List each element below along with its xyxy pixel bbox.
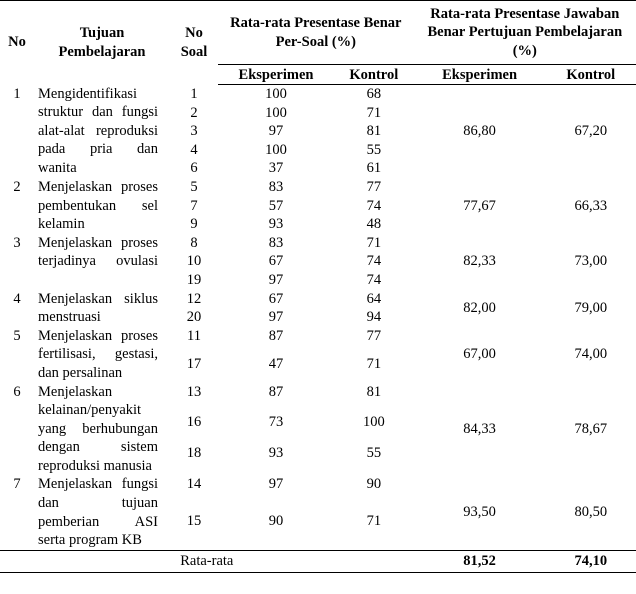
question-number: 1 xyxy=(190,85,198,102)
goal-line: Menjelaskan fungsi xyxy=(38,476,158,493)
kontrol-value: 55 xyxy=(366,141,382,158)
table-row xyxy=(0,383,636,414)
goal-description xyxy=(34,234,170,290)
question-number: 16 xyxy=(186,414,202,431)
question-number: 12 xyxy=(186,290,202,307)
kontrol-value: 71 xyxy=(366,234,382,251)
footer-avg-kontrol: 74,10 xyxy=(546,550,636,572)
goal-line: Mengidentifikasi xyxy=(38,85,138,102)
table-row xyxy=(0,85,636,104)
kontrol-value: 77 xyxy=(366,178,382,195)
eksperimen-value: 90 xyxy=(268,513,284,530)
question-number: 13 xyxy=(186,383,202,400)
eksperimen-value: 73 xyxy=(268,414,284,431)
goal-avg-kontrol: 79,00 xyxy=(574,299,608,316)
question-number: 18 xyxy=(186,445,202,462)
goal-line: Menjelaskan proses xyxy=(38,178,158,195)
subheader-kontrol: Kontrol xyxy=(334,65,414,85)
goal-description xyxy=(34,178,170,234)
eksperimen-value: 37 xyxy=(268,160,284,177)
eksperimen-value: 87 xyxy=(268,327,284,344)
kontrol-value: 48 xyxy=(366,216,382,233)
eksperimen-value: 100 xyxy=(265,141,287,158)
kontrol-value: 68 xyxy=(366,86,382,102)
goal-number: 7 xyxy=(13,476,21,493)
goal-line: reproduksi manusia xyxy=(38,457,152,474)
kontrol-value: 71 xyxy=(366,104,382,121)
question-number: 19 xyxy=(186,271,202,288)
goal-number: 2 xyxy=(13,178,21,195)
eksperimen-value: 67 xyxy=(268,290,284,307)
subheader-eksperimen: Eksperimen xyxy=(218,65,334,85)
goal-avg-kontrol: 78,67 xyxy=(574,420,608,437)
question-number: 14 xyxy=(186,476,202,493)
goal-avg-eksperimen: 86,80 xyxy=(463,123,496,140)
goal-avg-eksperimen: 82,33 xyxy=(463,253,496,270)
goal-number: 1 xyxy=(13,85,21,102)
goal-description xyxy=(34,290,170,327)
goal-number: 3 xyxy=(13,234,21,251)
goal-description xyxy=(34,475,170,550)
question-number: 15 xyxy=(186,513,202,530)
question-number: 9 xyxy=(190,216,198,233)
header-row xyxy=(0,1,636,65)
eksperimen-value: 47 xyxy=(268,355,284,372)
goal-avg-kontrol: 73,00 xyxy=(574,253,608,270)
goal-line: pembentukan sel xyxy=(38,197,158,214)
goal-number: 5 xyxy=(13,327,21,344)
subheader-kontrol-avg: Kontrol xyxy=(546,65,636,85)
question-number: 5 xyxy=(190,178,198,195)
goal-line: kelamin xyxy=(38,216,85,233)
question-number: 7 xyxy=(190,197,198,214)
goal-avg-kontrol: 80,50 xyxy=(574,504,608,521)
goal-line: Menjelaskan xyxy=(38,383,113,400)
goal-line: dan persalinan xyxy=(38,364,123,381)
goal-line: pemberian ASI xyxy=(38,513,158,530)
goal-avg-eksperimen: 93,50 xyxy=(463,504,496,521)
eksperimen-value: 83 xyxy=(268,234,284,251)
eksperimen-value: 97 xyxy=(268,476,284,493)
goal-line: pada pria dan xyxy=(38,141,158,158)
eksperimen-value: 97 xyxy=(268,309,284,326)
eksperimen-value: 67 xyxy=(268,253,284,270)
goal-number: 6 xyxy=(13,383,21,400)
goal-avg-kontrol: 66,33 xyxy=(574,197,608,214)
goal-line xyxy=(38,271,158,290)
goal-avg-eksperimen: 84,33 xyxy=(463,420,496,437)
goal-number: 4 xyxy=(13,290,21,307)
question-number: 20 xyxy=(186,309,202,326)
footer-label: Rata-rata xyxy=(0,550,414,572)
goal-avg-kontrol: 67,20 xyxy=(574,123,608,140)
goal-line: fertilisasi, gestasi, xyxy=(38,346,158,363)
eksperimen-value: 100 xyxy=(265,104,287,121)
goal-description xyxy=(34,85,170,178)
question-number: 10 xyxy=(186,253,202,270)
question-number: 11 xyxy=(187,327,201,344)
eksperimen-value: 93 xyxy=(268,445,284,462)
header-no: No xyxy=(8,34,26,51)
eksperimen-value: 97 xyxy=(268,123,284,140)
header-no-soal: No Soal xyxy=(180,25,208,60)
question-number: 4 xyxy=(190,141,198,158)
eksperimen-value: 100 xyxy=(265,86,287,102)
header-per-goal: Rata-rata Presentase Jawaban Benar Pertujuan Pembelajaran (%) xyxy=(427,5,623,59)
kontrol-value: 71 xyxy=(366,355,382,372)
header-goal: Tujuan Pembelajaran xyxy=(58,25,146,60)
table-row xyxy=(0,290,636,309)
table-row xyxy=(0,178,636,197)
question-number: 8 xyxy=(190,234,198,251)
eksperimen-value: 93 xyxy=(268,216,284,233)
goal-line: yang berhubungan xyxy=(38,420,158,437)
eksperimen-value: 57 xyxy=(268,197,284,214)
question-number: 2 xyxy=(190,104,198,121)
goal-line: struktur dan fungsi xyxy=(38,104,158,121)
goal-avg-eksperimen: 77,67 xyxy=(463,197,496,214)
goal-line: Menjelaskan proses xyxy=(38,234,158,251)
kontrol-value: 81 xyxy=(366,383,382,400)
goal-line: dengan sistem xyxy=(38,439,158,456)
table-body xyxy=(0,85,636,551)
footer-row xyxy=(0,550,636,572)
kontrol-value: 74 xyxy=(366,271,382,288)
eksperimen-value: 87 xyxy=(268,383,284,400)
kontrol-value: 81 xyxy=(366,123,382,140)
kontrol-value: 74 xyxy=(366,253,382,270)
goal-line: terjadinya ovulasi xyxy=(38,253,158,270)
table-row xyxy=(0,327,636,355)
subheader-eksperimen-avg: Eksperimen xyxy=(414,65,546,85)
goal-line: Menjelaskan proses xyxy=(38,327,158,344)
goal-line: alat-alat reproduksi xyxy=(38,122,158,139)
footer-avg-eksperimen: 81,52 xyxy=(414,550,546,572)
goal-avg-eksperimen: 82,00 xyxy=(463,299,496,316)
goal-line: menstruasi xyxy=(38,309,101,326)
goal-description xyxy=(34,383,170,476)
table-row xyxy=(0,475,636,512)
table-row xyxy=(0,234,636,253)
goal-avg-eksperimen: 67,00 xyxy=(463,346,496,363)
kontrol-value: 55 xyxy=(366,445,382,462)
header-per-soal: Rata-rata Presentase Benar Per-Soal (%) xyxy=(230,14,402,50)
question-number: 17 xyxy=(186,355,202,372)
goal-line: serta program KB xyxy=(38,532,142,549)
kontrol-value: 94 xyxy=(366,309,382,326)
kontrol-value: 90 xyxy=(366,476,382,493)
kontrol-value: 61 xyxy=(366,160,382,177)
goal-line: kelainan/penyakit xyxy=(38,402,142,419)
eksperimen-value: 97 xyxy=(268,271,284,288)
kontrol-value: 77 xyxy=(366,327,382,344)
eksperimen-value: 83 xyxy=(268,178,284,195)
goal-line: dan tujuan xyxy=(38,495,158,512)
kontrol-value: 100 xyxy=(362,414,385,431)
goal-line: wanita xyxy=(38,159,77,176)
kontrol-value: 74 xyxy=(366,197,382,214)
question-number: 6 xyxy=(190,160,198,177)
goal-description xyxy=(34,327,170,383)
goal-line: Menjelaskan siklus xyxy=(38,290,158,307)
kontrol-value: 64 xyxy=(366,290,382,307)
goal-avg-kontrol: 74,00 xyxy=(574,346,608,363)
question-number: 3 xyxy=(190,123,198,140)
kontrol-value: 71 xyxy=(366,513,382,530)
